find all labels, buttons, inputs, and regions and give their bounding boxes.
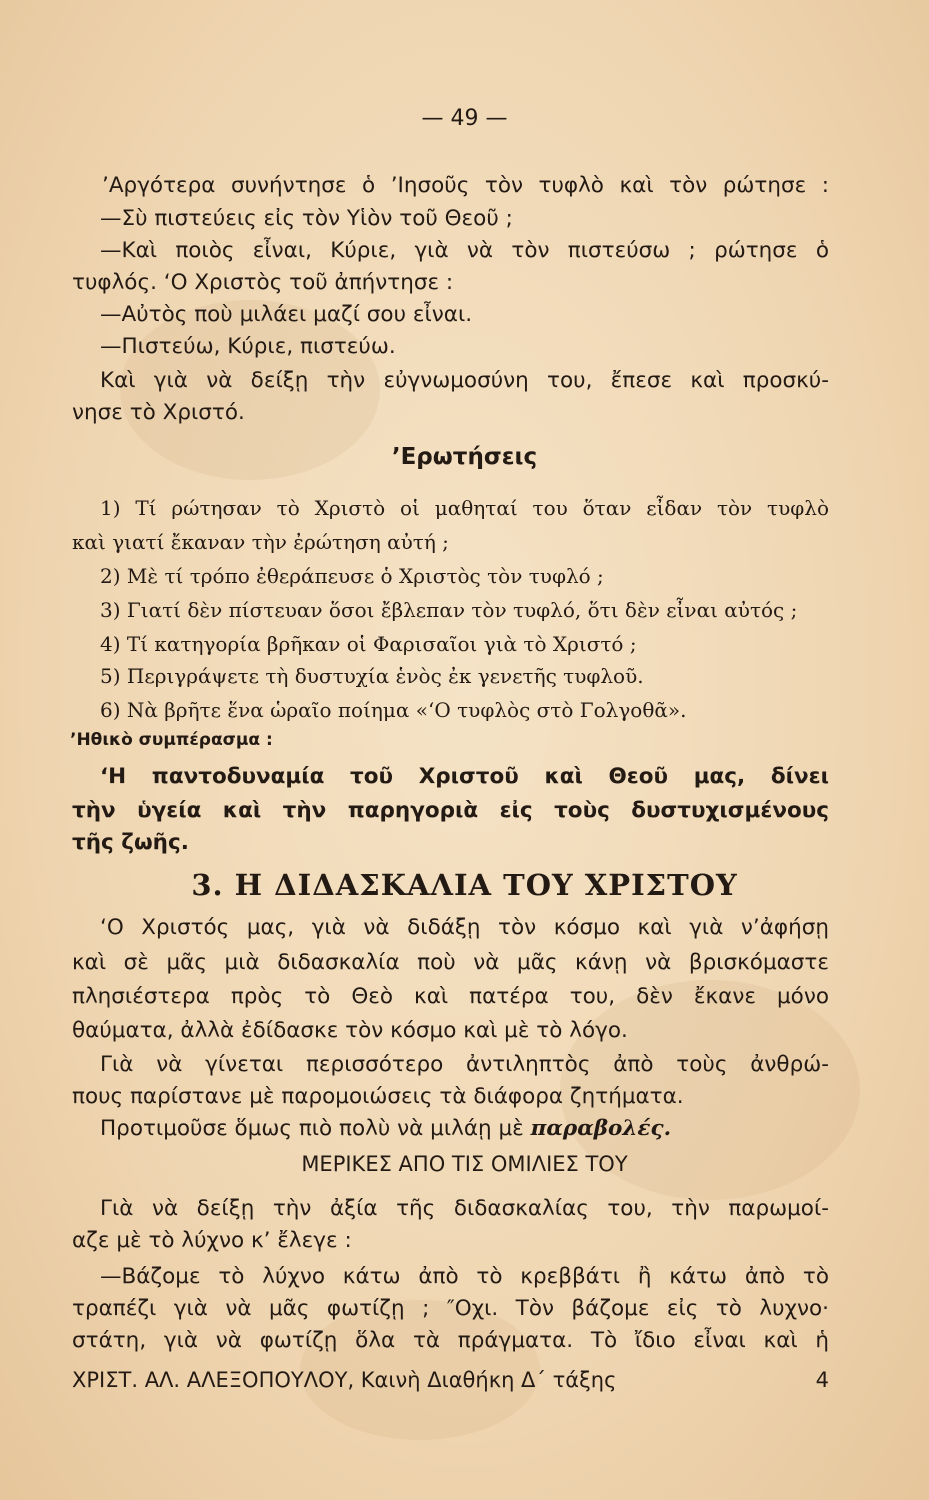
questions-heading: ’Ερωτήσεις	[391, 444, 538, 470]
homily-line: τραπέζι γιὰ νὰ μᾶς φωτίζῃ ; ″Οχι. Τὸν βάζομε εἰς τὸ λυχνο·	[72, 1296, 829, 1321]
moral-label: ’Ηθικὸ συμπέρασμα :	[70, 730, 273, 750]
moral-line: τὴν ὑγεία καὶ τὴν παρηγοριὰ εἰς τοὺς δυστυχισμένους	[72, 798, 829, 823]
question-line: 6) Νὰ βρῆτε ἕνα ὡραῖο ποίημα «‘Ο τυφλὸς στὸ Γολγοθᾶ».	[100, 698, 687, 722]
homily-line: αζε μὲ τὸ λύχνο κ’ ἔλεγε :	[72, 1228, 352, 1253]
story-line: νησε τὸ Χριστό.	[72, 400, 245, 425]
question-line: 1) Τί ρώτησαν τὸ Χριστὸ οἱ μαθηταί του ὅταν εἶδαν τὸν τυφλὸ	[100, 496, 829, 520]
moral-line: τῆς ζωῆς.	[72, 830, 189, 855]
moral-line: ‘Η παντοδυναμία τοῦ Χριστοῦ καὶ Θεοῦ μας, δίνει	[100, 764, 829, 789]
subheading: ΜΕΡΙΚΕΣ ΑΠΟ ΤΙΣ ΟΜΙΛΙΕΣ ΤΟΥ	[301, 1152, 628, 1176]
question-line: καὶ γιατί ἔκαναν τὴν ἐρώτηση αὐτή ;	[72, 530, 449, 554]
teaching-line: θαύματα, ἀλλὰ ἐδίδασκε τὸν κόσμο καὶ μὲ τὸ λόγο.	[72, 1018, 628, 1043]
story-line: Καὶ γιὰ νὰ δείξῃ τὴν εὐγνωμοσύνη του, ἔπεσε καὶ προσκύ-	[100, 368, 829, 393]
story-line: —Καὶ ποιὸς εἶναι, Κύριε, γιὰ νὰ τὸν πιστεύσω ; ρώτησε ὁ	[100, 238, 829, 263]
story-line: ’Αργότερα συνήντησε ὁ ’Ιησοῦς τὸν τυφλὸ καὶ τὸν ρώτησε :	[102, 173, 829, 198]
page-number: — 49 —	[421, 106, 508, 131]
question-line: 2) Μὲ τί τρόπο ἐθεράπευσε ὁ Χριστὸς τὸν τυφλό ;	[100, 564, 604, 588]
chapter-title: 3. Η ΔΙΔΑΣΚΑΛΙΑ ΤΟΥ ΧΡΙΣΤΟΥ	[191, 868, 738, 902]
parables-word: παραβολές.	[530, 1116, 672, 1141]
footer-publisher: ΧΡΙΣΤ. ΑΛ. ΑΛΕΞΟΠΟΥΛΟΥ, Καινὴ Διαθήκη Δ΄ τάξης	[72, 1368, 617, 1392]
footer	[72, 1368, 829, 1392]
story-line: —Αὐτὸς ποὺ μιλάει μαζί σου εἶναι.	[100, 302, 473, 327]
teaching-line: πους παρίστανε μὲ παρομοιώσεις τὰ διάφορα ζητήματα.	[72, 1084, 684, 1109]
story-line: —Πιστεύω, Κύριε, πιστεύω.	[100, 334, 396, 359]
teaching-line: καὶ σὲ μᾶς μιὰ διδασκαλία ποὺ νὰ μᾶς κάνῃ νὰ βρισκόμαστε	[72, 950, 829, 975]
question-line: 4) Τί κατηγορία βρῆκαν οἱ Φαρισαῖοι γιὰ τὸ Χριστό ;	[100, 632, 637, 656]
teaching-line	[100, 1118, 829, 1140]
story-line: τυφλός. ‘Ο Χριστὸς τοῦ ἀπήντησε :	[72, 270, 454, 295]
homily-line: Γιὰ νὰ δείξῃ τὴν ἀξία τῆς διδασκαλίας του, τὴν παρωμοί-	[100, 1196, 829, 1221]
teaching-line: πλησιέστερα πρὸς τὸ Θεὸ καὶ πατέρα του, δὲν ἔκανε μόνο	[72, 984, 829, 1009]
question-line: 5) Περιγράψετε τὴ δυστυχία ἑνὸς ἐκ γενετῆς τυφλοῦ.	[100, 664, 644, 688]
teaching-line-text: Προτιμοῦσε ὅμως πιὸ πολὺ νὰ μιλάῃ μὲ	[100, 1116, 524, 1141]
teaching-line: Γιὰ νὰ γίνεται περισσότερο ἀντιληπτὸς ἀπὸ τοὺς ἀνθρώ-	[100, 1052, 829, 1077]
footer-signature-number: 4	[815, 1368, 829, 1392]
question-line: 3) Γιατί δὲν πίστευαν ὅσοι ἔβλεπαν τὸν τυφλό, ὅτι δὲν εἶναι αὐτός ;	[100, 598, 798, 622]
story-line: —Σὺ πιστεύεις εἰς τὸν Υἱὸν τοῦ Θεοῦ ;	[100, 206, 513, 231]
teaching-line: ‘Ο Χριστός μας, γιὰ νὰ διδάξῃ τὸν κόσμο καὶ γιὰ ν’ἀφήσῃ	[100, 915, 829, 940]
homily-line: —Βάζομε τὸ λύχνο κάτω ἀπὸ τὸ κρεββάτι ἢ κάτω ἀπὸ τὸ	[100, 1264, 829, 1289]
homily-line: στάτη, γιὰ νὰ φωτίζῃ ὅλα τὰ πράγματα. Τὸ ἴδιο εἶναι καὶ ἡ	[72, 1328, 829, 1353]
